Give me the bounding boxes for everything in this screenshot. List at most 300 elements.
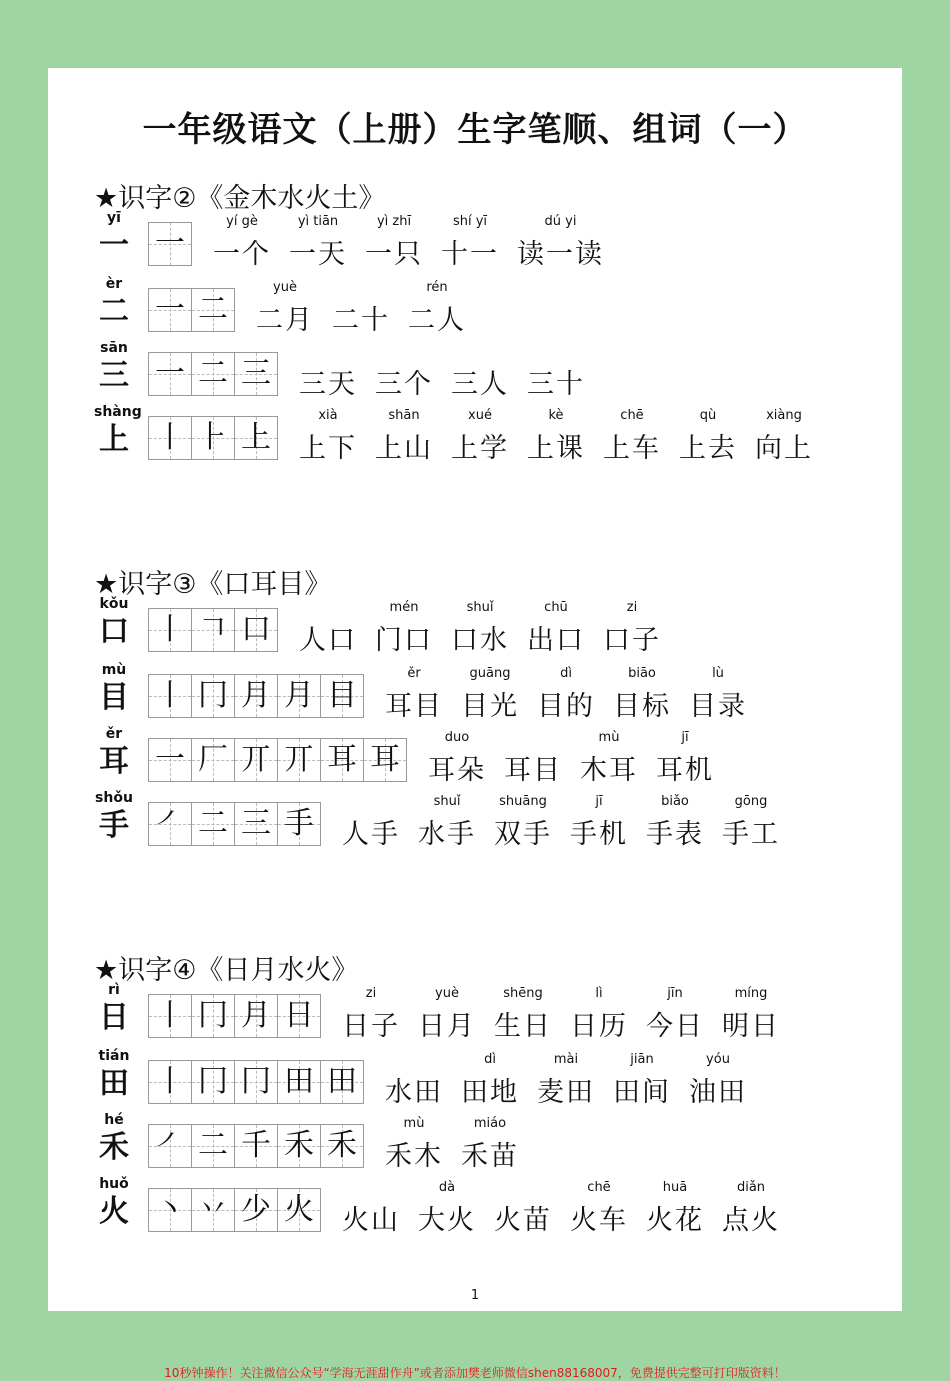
word-pinyin: kè [548, 408, 564, 423]
word-item [570, 794, 628, 851]
word-hanzi: 火花 [646, 1205, 704, 1236]
word-pinyin: dì [484, 1052, 496, 1067]
word-hanzi: 田间 [613, 1077, 671, 1108]
word-hanzi: 门口 [375, 625, 433, 656]
stroke-step: 冂 [198, 1064, 228, 1099]
stroke-cell [191, 288, 235, 332]
stroke-step: 丷 [198, 1192, 228, 1227]
word-pinyin: dú yi [544, 214, 577, 229]
word-hanzi: 油田 [689, 1077, 747, 1108]
stroke-cell [363, 738, 407, 782]
word-item [299, 344, 357, 401]
character-row [94, 662, 894, 724]
word-hanzi: 水田 [385, 1077, 443, 1108]
stroke-cell [234, 674, 278, 718]
word-pinyin: shuǐ [433, 794, 461, 809]
character: 口 [99, 614, 129, 649]
character-pinyin: rì [108, 982, 120, 998]
word-pinyin: shuǐ [466, 600, 494, 615]
word-hanzi: 上车 [603, 433, 661, 464]
word-item [461, 666, 519, 723]
word-hanzi: 手机 [570, 819, 628, 850]
word-item [646, 1180, 704, 1237]
stroke-order-grid [148, 1060, 363, 1104]
word-pinyin: yuè [435, 986, 459, 1001]
word-pinyin: xiàng [766, 408, 802, 423]
stroke-cell [148, 674, 192, 718]
character-row [94, 790, 894, 852]
word-pinyin: mén [389, 600, 419, 615]
word-hanzi: 麦田 [537, 1077, 595, 1108]
word-item [451, 344, 509, 401]
stroke-step: 千 [241, 1128, 271, 1163]
character-row [94, 726, 894, 788]
word-hanzi: 大火 [418, 1205, 476, 1236]
word-hanzi: 三个 [375, 369, 433, 400]
word-item [494, 1180, 552, 1237]
word-hanzi: 十一 [441, 239, 499, 270]
word-pinyin: chē [587, 1180, 611, 1195]
word-item [256, 280, 314, 337]
stroke-order-grid [148, 352, 277, 396]
character-pinyin: ěr [105, 726, 123, 742]
stroke-step: 手 [284, 806, 314, 841]
word-item [603, 408, 661, 465]
word-hanzi: 一只 [365, 239, 423, 270]
character: 一 [99, 228, 129, 263]
stroke-step: 丨 [155, 678, 185, 713]
word-item [428, 730, 486, 787]
word-hanzi: 耳朵 [428, 755, 486, 786]
word-hanzi: 三十 [527, 369, 585, 400]
word-item [646, 794, 704, 851]
word-hanzi: 三人 [451, 369, 509, 400]
character-row [94, 210, 894, 272]
stroke-cell [234, 1124, 278, 1168]
word-item [451, 408, 509, 465]
stroke-step: 三 [241, 806, 271, 841]
word-item [527, 600, 585, 657]
stroke-cell [191, 1060, 235, 1104]
word-pinyin: shí yī [452, 214, 488, 229]
word-pinyin: yóu [706, 1052, 730, 1067]
word-hanzi: 日月 [418, 1011, 476, 1042]
word-item [375, 344, 433, 401]
word-pinyin: yí gè [226, 214, 258, 229]
character: 三 [99, 358, 129, 393]
word-item [299, 408, 357, 465]
word-hanzi: 二人 [408, 305, 466, 336]
stroke-step: 丨 [155, 612, 185, 647]
word-hanzi: 今日 [646, 1011, 704, 1042]
word-hanzi: 读一读 [517, 239, 604, 270]
section-heading: ★识字②《金木水火土》 [94, 183, 386, 214]
stroke-cell [277, 994, 321, 1038]
word-hanzi: 目光 [461, 691, 519, 722]
word-hanzi: 目录 [689, 691, 747, 722]
word-item [494, 986, 552, 1043]
word-pinyin: guāng [469, 666, 511, 681]
word-pinyin: huā [662, 1180, 688, 1195]
stroke-step: 田 [327, 1064, 357, 1099]
stroke-order-grid [148, 994, 320, 1038]
page-title: 一年级语文（上册）生字笔顺、组词（一） [142, 110, 808, 150]
stroke-cell [234, 802, 278, 846]
stroke-cell [277, 1124, 321, 1168]
stroke-cell [148, 738, 192, 782]
stroke-cell [148, 222, 192, 266]
stroke-cell [234, 608, 278, 652]
word-hanzi: 耳目 [385, 691, 443, 722]
stroke-step: 禾 [284, 1128, 314, 1163]
character-pinyin: mù [101, 662, 127, 678]
word-pinyin: mù [403, 1116, 425, 1131]
word-pinyin: lì [595, 986, 603, 1001]
character-pinyin: èr [105, 276, 123, 292]
word-hanzi: 日历 [570, 1011, 628, 1042]
word-item [537, 666, 595, 723]
word-hanzi: 向上 [755, 433, 813, 464]
stroke-cell [148, 1124, 192, 1168]
word-pinyin: yì tiān [297, 214, 339, 229]
word-item [722, 986, 780, 1043]
word-pinyin: yuè [273, 280, 297, 295]
word-pinyin: mài [553, 1052, 579, 1067]
word-item [570, 986, 628, 1043]
stroke-step: 丨 [155, 1064, 185, 1099]
word-pinyin: dà [438, 1180, 456, 1195]
word-hanzi: 一个 [213, 239, 271, 270]
stroke-cell [148, 416, 192, 460]
word-hanzi: 禾木 [385, 1141, 443, 1172]
word-item [375, 408, 433, 465]
stroke-cell [277, 738, 321, 782]
word-pinyin: rén [426, 280, 448, 295]
word-item [365, 214, 423, 271]
stroke-order-grid [148, 608, 277, 652]
stroke-cell [191, 416, 235, 460]
character: 禾 [99, 1130, 129, 1165]
word-pinyin: biāo [628, 666, 656, 681]
word-pinyin [299, 344, 357, 362]
character-row [94, 1048, 894, 1110]
word-item [342, 986, 400, 1043]
stroke-step: 日 [284, 998, 314, 1033]
stroke-cell [191, 352, 235, 396]
word-pinyin: ěr [407, 666, 421, 681]
stroke-cell [148, 802, 192, 846]
word-item [441, 214, 499, 271]
word-pinyin [451, 344, 509, 362]
word-item [656, 730, 714, 787]
word-pinyin [504, 730, 562, 748]
word-hanzi: 双手 [494, 819, 552, 850]
word-hanzi: 手工 [722, 819, 780, 850]
word-pinyin: chē [620, 408, 644, 423]
stroke-step: 丨 [155, 998, 185, 1033]
word-item [613, 1052, 671, 1109]
word-hanzi: 人手 [342, 819, 400, 850]
character-pinyin: huǒ [99, 1176, 129, 1192]
section-heading: ★识字④《日月水火》 [94, 955, 359, 986]
word-pinyin [342, 794, 400, 812]
word-hanzi: 生日 [494, 1011, 552, 1042]
word-item [385, 666, 443, 723]
word-pinyin [342, 1180, 400, 1198]
word-pinyin: zi [365, 986, 377, 1001]
word-pinyin: jī [681, 730, 689, 745]
word-item [679, 408, 737, 465]
footer-notice: 10秒钟操作！关注微信公众号“学海无涯甜作舟”或者添加樊老师微信shen88168007，免费提供完整可打印版资料！ [164, 1366, 786, 1380]
character-row [94, 340, 894, 402]
stroke-step: 丨 [155, 420, 185, 455]
word-hanzi: 出口 [527, 625, 585, 656]
stroke-cell [277, 802, 321, 846]
word-hanzi: 目标 [613, 691, 671, 722]
stroke-cell [148, 1060, 192, 1104]
worksheet-page [48, 68, 902, 1311]
word-pinyin: duo [444, 730, 470, 745]
stroke-cell [148, 288, 192, 332]
word-item [385, 1052, 443, 1109]
page-number: 1 [470, 1288, 480, 1303]
word-hanzi: 上学 [451, 433, 509, 464]
word-hanzi: 口子 [603, 625, 661, 656]
character-row [94, 1112, 894, 1174]
word-hanzi: 上课 [527, 433, 585, 464]
stroke-step: 月 [284, 678, 314, 713]
word-hanzi: 火车 [570, 1205, 628, 1236]
stroke-step: 田 [284, 1064, 314, 1099]
stroke-step: ㇒ [155, 1128, 185, 1163]
character-pinyin: hé [104, 1112, 124, 1128]
character: 目 [99, 680, 129, 715]
stroke-cell [191, 608, 235, 652]
stroke-step: 冂 [241, 1064, 271, 1099]
word-hanzi: 二月 [256, 305, 314, 336]
word-item [755, 408, 813, 465]
word-hanzi: 田地 [461, 1077, 519, 1108]
word-pinyin: chū [544, 600, 568, 615]
stroke-cell [234, 416, 278, 460]
section-heading: ★识字③《口耳目》 [94, 569, 332, 600]
word-item [722, 794, 780, 851]
stroke-step: 上 [241, 420, 271, 455]
character-pinyin: sān [100, 340, 128, 356]
word-pinyin: xué [468, 408, 492, 423]
word-hanzi: 上山 [375, 433, 433, 464]
word-pinyin: xià [318, 408, 338, 423]
stroke-step: 𠃍 [198, 612, 228, 647]
stroke-step: 丌 [241, 742, 271, 777]
word-item [451, 600, 509, 657]
word-item [722, 1180, 780, 1237]
stroke-cell [191, 738, 235, 782]
stroke-order-grid [148, 1124, 363, 1168]
character-pinyin: tián [98, 1048, 130, 1064]
stroke-cell [234, 352, 278, 396]
word-item [385, 1116, 443, 1173]
character: 手 [99, 808, 129, 843]
word-hanzi: 人口 [299, 625, 357, 656]
character-row [94, 1176, 894, 1238]
stroke-cell [191, 802, 235, 846]
stroke-cell [234, 994, 278, 1038]
stroke-step: 二 [198, 1128, 228, 1163]
stroke-step: 二 [198, 806, 228, 841]
stroke-cell [191, 1188, 235, 1232]
word-hanzi: 耳机 [656, 755, 714, 786]
stroke-cell [191, 1124, 235, 1168]
word-pinyin: gōng [734, 794, 768, 809]
character: 耳 [99, 744, 129, 779]
character-row [94, 982, 894, 1044]
character-row [94, 276, 894, 338]
word-item [342, 1180, 400, 1237]
stroke-step: 一 [155, 292, 185, 327]
stroke-order-grid [148, 416, 277, 460]
character-row [94, 596, 894, 658]
stroke-order-grid [148, 738, 406, 782]
word-item [537, 1052, 595, 1109]
stroke-order-grid [148, 288, 234, 332]
stroke-step: 耳 [327, 742, 357, 777]
stroke-cell [234, 1188, 278, 1232]
character: 上 [99, 422, 129, 457]
word-item [570, 1180, 628, 1237]
word-item [603, 600, 661, 657]
word-pinyin [299, 600, 357, 618]
stroke-step: 火 [284, 1192, 314, 1227]
word-pinyin: zi [626, 600, 638, 615]
word-hanzi: 手表 [646, 819, 704, 850]
word-hanzi: 耳目 [504, 755, 562, 786]
stroke-step: 丌 [284, 742, 314, 777]
stroke-step: 目 [327, 678, 357, 713]
stroke-step: 厂 [198, 742, 228, 777]
stroke-step: 一 [155, 226, 185, 261]
word-item [580, 730, 638, 787]
word-item [461, 1116, 519, 1173]
stroke-cell [148, 1188, 192, 1232]
stroke-step: 口 [241, 612, 271, 647]
character-pinyin: shǒu [95, 790, 133, 806]
character: 日 [99, 1000, 129, 1035]
word-pinyin [527, 344, 585, 362]
word-item [613, 666, 671, 723]
character-pinyin: shàng [94, 404, 142, 420]
word-item [504, 730, 562, 787]
stroke-step: 月 [241, 678, 271, 713]
word-pinyin: shuāng [499, 794, 547, 809]
stroke-step: ⺊ [198, 420, 228, 455]
word-pinyin: yì zhī [376, 214, 412, 229]
word-hanzi: 水手 [418, 819, 476, 850]
stroke-step: 冂 [198, 678, 228, 713]
word-pinyin: shān [388, 408, 420, 423]
stroke-cell [148, 608, 192, 652]
stroke-step: 一 [155, 742, 185, 777]
stroke-cell [148, 994, 192, 1038]
word-pinyin: dì [560, 666, 572, 681]
stroke-cell [234, 1060, 278, 1104]
word-item [646, 986, 704, 1043]
stroke-cell [277, 1188, 321, 1232]
stroke-cell [320, 738, 364, 782]
stroke-step: 禾 [327, 1128, 357, 1163]
word-item [689, 666, 747, 723]
word-hanzi: 禾苗 [461, 1141, 519, 1172]
stroke-step: ㇒ [155, 806, 185, 841]
stroke-step: 丶 [155, 1192, 185, 1227]
word-item [375, 600, 433, 657]
word-pinyin: biǎo [661, 794, 689, 809]
word-hanzi: 口水 [451, 625, 509, 656]
word-hanzi: 一天 [289, 239, 347, 270]
word-item [289, 214, 347, 271]
stroke-order-grid [148, 1188, 320, 1232]
word-hanzi: 上下 [299, 433, 357, 464]
word-hanzi: 明日 [722, 1011, 780, 1042]
word-hanzi: 二十 [332, 305, 390, 336]
word-pinyin: jī [595, 794, 603, 809]
stroke-cell [277, 1060, 321, 1104]
stroke-cell [320, 1124, 364, 1168]
word-item [332, 280, 390, 337]
word-pinyin: jīn [667, 986, 683, 1001]
stroke-cell [277, 674, 321, 718]
word-item [527, 344, 585, 401]
word-hanzi: 三天 [299, 369, 357, 400]
character-pinyin: yī [107, 210, 121, 226]
character: 二 [99, 294, 129, 329]
stroke-step: 三 [241, 356, 271, 391]
word-item [408, 280, 466, 337]
stroke-cell [191, 674, 235, 718]
word-hanzi: 点火 [722, 1205, 780, 1236]
character-row [94, 404, 894, 466]
word-item [689, 1052, 747, 1109]
word-pinyin: qù [699, 408, 717, 423]
stroke-cell [320, 1060, 364, 1104]
stroke-cell [234, 738, 278, 782]
word-pinyin: jiān [630, 1052, 654, 1067]
character: 田 [99, 1066, 129, 1101]
stroke-step: 一 [155, 356, 185, 391]
word-item [461, 1052, 519, 1109]
stroke-step: 耳 [370, 742, 400, 777]
stroke-cell [148, 352, 192, 396]
stroke-order-grid [148, 802, 320, 846]
word-item [299, 600, 357, 657]
stroke-step: 冂 [198, 998, 228, 1033]
word-item [418, 1180, 476, 1237]
word-pinyin: mù [598, 730, 620, 745]
word-item [342, 794, 400, 851]
stroke-order-grid [148, 222, 191, 266]
stroke-step: 少 [241, 1192, 271, 1227]
word-pinyin: míng [734, 986, 768, 1001]
word-pinyin: shēng [503, 986, 543, 1001]
word-pinyin [332, 280, 390, 298]
word-pinyin [494, 1180, 552, 1198]
stroke-cell [191, 994, 235, 1038]
word-item [418, 986, 476, 1043]
word-item [494, 794, 552, 851]
stroke-step: 二 [198, 292, 228, 327]
word-item [527, 408, 585, 465]
word-pinyin [375, 344, 433, 362]
